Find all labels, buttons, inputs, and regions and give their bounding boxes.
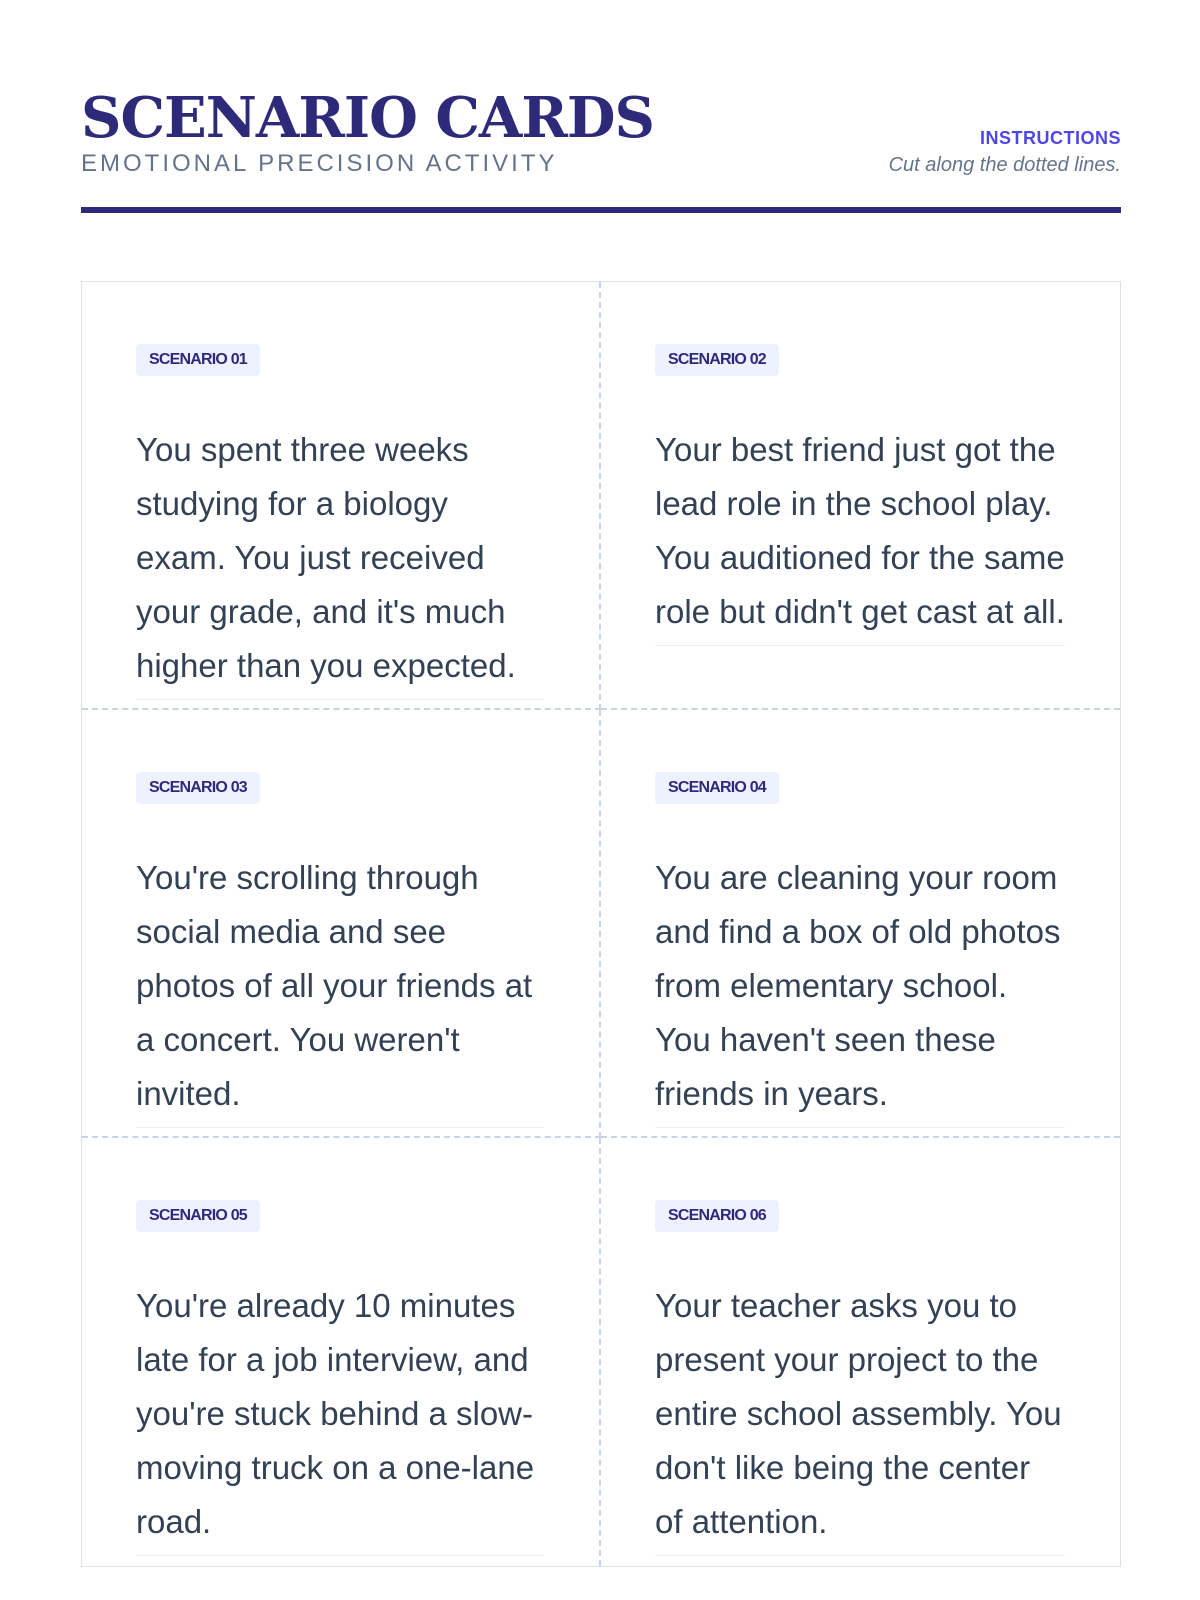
scenario-text: Your teacher asks you to present your project to the entire school assembly. You don't like being the center of attention. — [655, 1279, 1065, 1556]
scenario-card — [82, 282, 601, 710]
page-header — [81, 86, 1121, 216]
page-title: SCENARIO CARDS — [81, 85, 654, 151]
scenario-badge: SCENARIO 02 — [655, 344, 779, 376]
scenario-card-grid — [81, 281, 1121, 1567]
scenario-card — [82, 1138, 601, 1566]
scenario-text: You're already 10 minutes late for a job interview, and you're stuck behind a slow-moving truck on a one-lane road. — [136, 1279, 544, 1556]
scenario-text: You spent three weeks studying for a biology exam. You just received your grade, and it's much higher than you expected. — [136, 423, 544, 700]
instructions-label: INSTRUCTIONS — [980, 128, 1121, 148]
scenario-text: Your best friend just got the lead role in the school play. You auditioned for the same role but didn't get cast at all. — [655, 423, 1065, 646]
scenario-card — [601, 282, 1120, 710]
scenario-card — [82, 710, 601, 1138]
scenario-card — [601, 710, 1120, 1138]
page-subtitle: EMOTIONAL PRECISION ACTIVITY — [81, 150, 558, 177]
instructions-block — [889, 128, 1121, 177]
scenario-badge: SCENARIO 03 — [136, 772, 260, 804]
header-divider — [81, 207, 1121, 213]
scenario-badge: SCENARIO 06 — [655, 1200, 779, 1232]
scenario-badge: SCENARIO 04 — [655, 772, 779, 804]
scenario-text: You're scrolling through social media and see photos of all your friends at a concert. You weren't invited. — [136, 851, 544, 1128]
scenario-badge: SCENARIO 05 — [136, 1200, 260, 1232]
scenario-text: You are cleaning your room and find a box of old photos from elementary school. You haven't seen these friends in years. — [655, 851, 1065, 1128]
scenario-badge: SCENARIO 01 — [136, 344, 260, 376]
scenario-card — [601, 1138, 1120, 1566]
instructions-text: Cut along the dotted lines. — [888, 154, 1121, 176]
